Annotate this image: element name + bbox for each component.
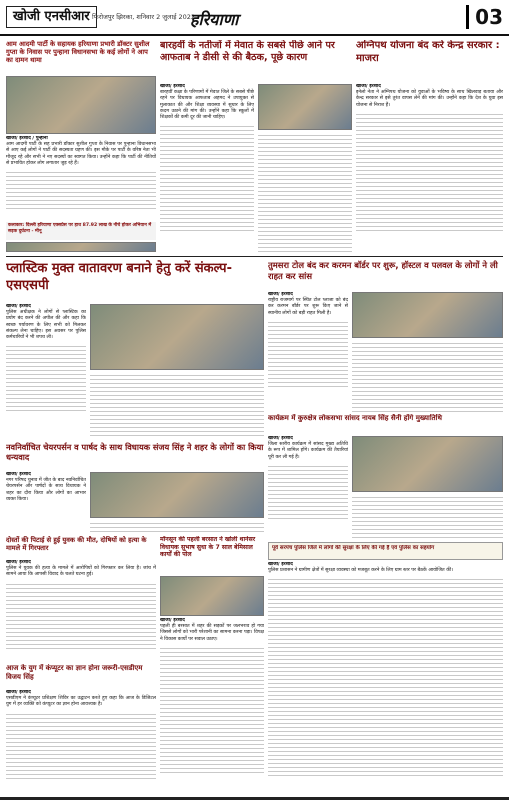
story-3-text: इनेलो नेता ने अग्निपथ योजना को युवाओं के भविष्य के साथ खिलवाड़ बताया और केन्द्र सरकार से इसे तुरंत वापस लेने की मांग की। उन्होंने कहा कि देश के युवा इस योजना से निराश हैं। — [356, 90, 503, 108]
story-3-body — [356, 84, 503, 252]
story-9-body — [268, 436, 348, 538]
story-7-headline: दोस्तों की पिटाई से हुई युवक की मौत, दोषियों को हत्या के मामले में गिरफ्तार — [6, 536, 147, 553]
story-2-body-right — [258, 132, 352, 252]
story-1-byline: खोजी/ इरशाद / पुन्हाना — [6, 136, 48, 141]
story-8-text: एसडीएम ने कंप्यूटर प्रशिक्षण शिविर का उद्घाटन करते हुए कहा कि आज के डिजिटल युग में हर व्यक्ति को कंप्यूटर का ज्ञान होना आवश्यक है। — [6, 696, 156, 708]
story-9-more-text — [268, 463, 348, 519]
story-4-body-cont — [90, 372, 264, 438]
story-6-photo — [90, 472, 264, 518]
story-7-more-text — [6, 581, 156, 651]
story-6-headline: नवनिर्वाचित चेयरपर्सन व पार्षद के साथ विधायक संजय सिंह ने शहर के लोगों का किया धन्यवाद — [6, 442, 264, 463]
story-9-photo — [352, 436, 503, 492]
story-10-byline: खोजी/ इरशाद — [160, 618, 185, 623]
story-1-more-text — [6, 169, 156, 209]
story-4-headline: प्लास्टिक मुक्त वातावरण बनाने हेतु करें संकल्प-एसएसपी — [6, 261, 232, 293]
story-9-text: जिला स्तरीय कार्यक्रम में सांसद मुख्य अतिथि के रूप में शामिल होंगे। कार्यक्रम की तैयारियां पूरी कर ली गई हैं। — [268, 442, 348, 460]
story-11-text: पुलिस प्रशासन ने ग्रामीण क्षेत्रों में सुरक्षा व्यवस्था को मजबूत करने के लिए ग्राम स्तर पर बैठकें आयोजित कीं। — [268, 568, 453, 574]
story-1-photo — [6, 76, 156, 134]
story-10-more-text — [160, 645, 264, 775]
story-10-headline: मॉनसून की पहली बरसात ने खोली थानेसर विधायक सुभाष सुधा के 7 साल बेमिसाल कार्यों की पोल — [160, 536, 256, 559]
story-2-byline: खोजी/ इरशाद — [160, 84, 185, 89]
story-5-more-text — [268, 319, 348, 389]
story-8-more-text — [6, 711, 156, 781]
story-3-headline: अग्निपथ योजना बंद करे केन्द्र सरकार : माजरा — [356, 40, 500, 64]
story-1-strip-photo — [6, 242, 156, 252]
story-3-more-text — [356, 111, 503, 231]
story-5-byline: खोजी/ इरशाद — [268, 292, 293, 297]
story-1-caption: कलाकार: दिल्ली हरियाणा एक्सप्रेस पर हाथ 87.92 लाख के नीचे होकर अभियान में सड़क दुर्घटना - मीनू — [6, 222, 156, 240]
story-10-body — [160, 618, 264, 794]
story-7-text: पुलिस ने युवक की हत्या के मामले में आरोपियों को गिरफ्तार कर लिया है। जांच में सामने आया कि आपसी विवाद के चलते घटना हुई। — [6, 566, 156, 578]
story-6-byline: खोजी/ इरशाद — [6, 472, 31, 477]
story-9-byline: खोजी/ इरशाद — [268, 436, 293, 441]
story-2-text: बारहवीं कक्षा के परिणामों में मेवात जिले के सबसे पीछे रहने पर विधायक आफताब अहमद ने उपायुक्त से मुलाकात की और शिक्षा व्यवस्था में सुधार के लिए कदम उठाने की मांग की। उन्होंने कहा कि स्कूलों में शिक्षकों की कमी दूर की जानी चाहिए। — [160, 90, 254, 121]
dateline: फिरोजपुर झिरका, शनिवार 2 जुलाई 2022 — [92, 13, 195, 21]
story-5-photo — [352, 292, 503, 338]
story-6-text: नगर परिषद चुनाव में जीत के बाद नवनिर्वाचित चेयरपर्सन और पार्षदों के साथ विधायक ने शहर का दौरा किया और लोगों का आभार व्यक्त किया। — [6, 478, 86, 502]
story-4-body — [6, 304, 86, 438]
page-number: 03 — [466, 5, 503, 29]
story-8-body — [6, 690, 156, 794]
story-4-photo — [90, 304, 264, 370]
story-2-headline: बारहवीं के नतीजों में मेवात के सबसे पीछे आने पर आफताब ने डीसी से की बैठक, पूछे कारण — [160, 40, 335, 64]
story-11-headline: पूर्व सरपंच पुलिस जिले में लोगों की सुरक्षा के लिए की गई है एवं पुलिस का सहयोग — [272, 545, 435, 551]
story-10-photo — [160, 576, 264, 616]
story-11-more-text — [268, 576, 503, 776]
story-11-header-box — [268, 542, 503, 560]
section-title: हरियाणा — [190, 10, 239, 29]
story-1-text: आम आदमी पार्टी के सह प्रभारी डॉक्टर सुशील गुप्ता के निवास पर पुन्हाना विधानसभा से आए कई लोगों ने पार्टी की सदस्यता ग्रहण की। इस मौके पर पार्टी के वरिष्ठ नेता भी मौजूद रहे और सभी ने नए सदस्यों का स्वागत किया। उन्होंने कहा कि पार्टी की नीतियों से प्रभावित होकर लोग लगातार जुड़ रहे हैं। — [6, 142, 156, 166]
story-3-byline: खोजी/ इरशाद — [356, 84, 381, 89]
story-11-body — [268, 562, 503, 794]
story-5-headline: तुमसरा टोल बंद कर करमन बॉर्डर पर शुरू, हॉस्टल व पलवल के लोगों ने ली राहत कर सांस — [268, 260, 498, 281]
story-7-byline: खोजी/ इरशाद — [6, 560, 31, 565]
story-8-headline: आज के युग में कंप्यूटर का ज्ञान होना जरूरी-एसडीएम विजय सिंह — [6, 664, 143, 681]
story-4-text: पुलिस अधीक्षक ने लोगों से प्लास्टिक का प्रयोग बंद करने की अपील की और कहा कि स्वच्छ पर्यावरण के लिए सभी को मिलकर संकल्प लेना चाहिए। इस अवसर पर पुलिस कर्मचारियों ने भी शपथ ली। — [6, 310, 86, 341]
story-2-body-left — [160, 84, 254, 252]
story-5-body-cont — [352, 340, 503, 412]
story-4-byline: खोजी/ इरशाद — [6, 304, 31, 309]
masthead — [0, 0, 509, 36]
story-1-body — [6, 136, 156, 218]
story-7-body — [6, 560, 156, 660]
story-11-byline: खोजी/ इरशाद — [268, 562, 293, 567]
story-2-more-text — [160, 123, 254, 233]
story-6-body — [6, 472, 86, 532]
story-6-body-cont — [90, 520, 264, 532]
story-9-body-cont — [352, 494, 503, 538]
newspaper-logo: खोजी एनसीआर — [6, 6, 97, 28]
story-10-text: पहली ही बरसात में शहर की सड़कों पर जलभराव हो गया जिससे लोगों को भारी परेशानी का सामना करना पड़ा। विपक्ष ने विकास कार्यों पर सवाल उठाए। — [160, 624, 264, 642]
story-5-text: राष्ट्रीय राजमार्ग पर स्थित टोल प्लाजा को बंद कर करमन बॉर्डर पर शुरू किए जाने से स्थानीय लोगों को बड़ी राहत मिली है। — [268, 298, 348, 316]
story-2-photo — [258, 84, 352, 130]
story-4-more-text — [6, 343, 86, 413]
divider-1 — [6, 256, 503, 257]
story-8-byline: खोजी/ इरशाद — [6, 690, 31, 695]
story-9-headline: कार्यक्रम में कुरुक्षेत्र लोकसभा सांसद नायब सिंह सैनी होंगे मुख्यातिथि — [268, 414, 442, 422]
story-1-headline: आम आदमी पार्टी के सहायक हरियाणा प्रभारी डॉक्टर सुशील गुप्ता के निवास पर पुन्हाना विधानसभा के कई लोगों ने आप का दामन थामा — [6, 40, 150, 65]
story-5-body — [268, 292, 348, 412]
